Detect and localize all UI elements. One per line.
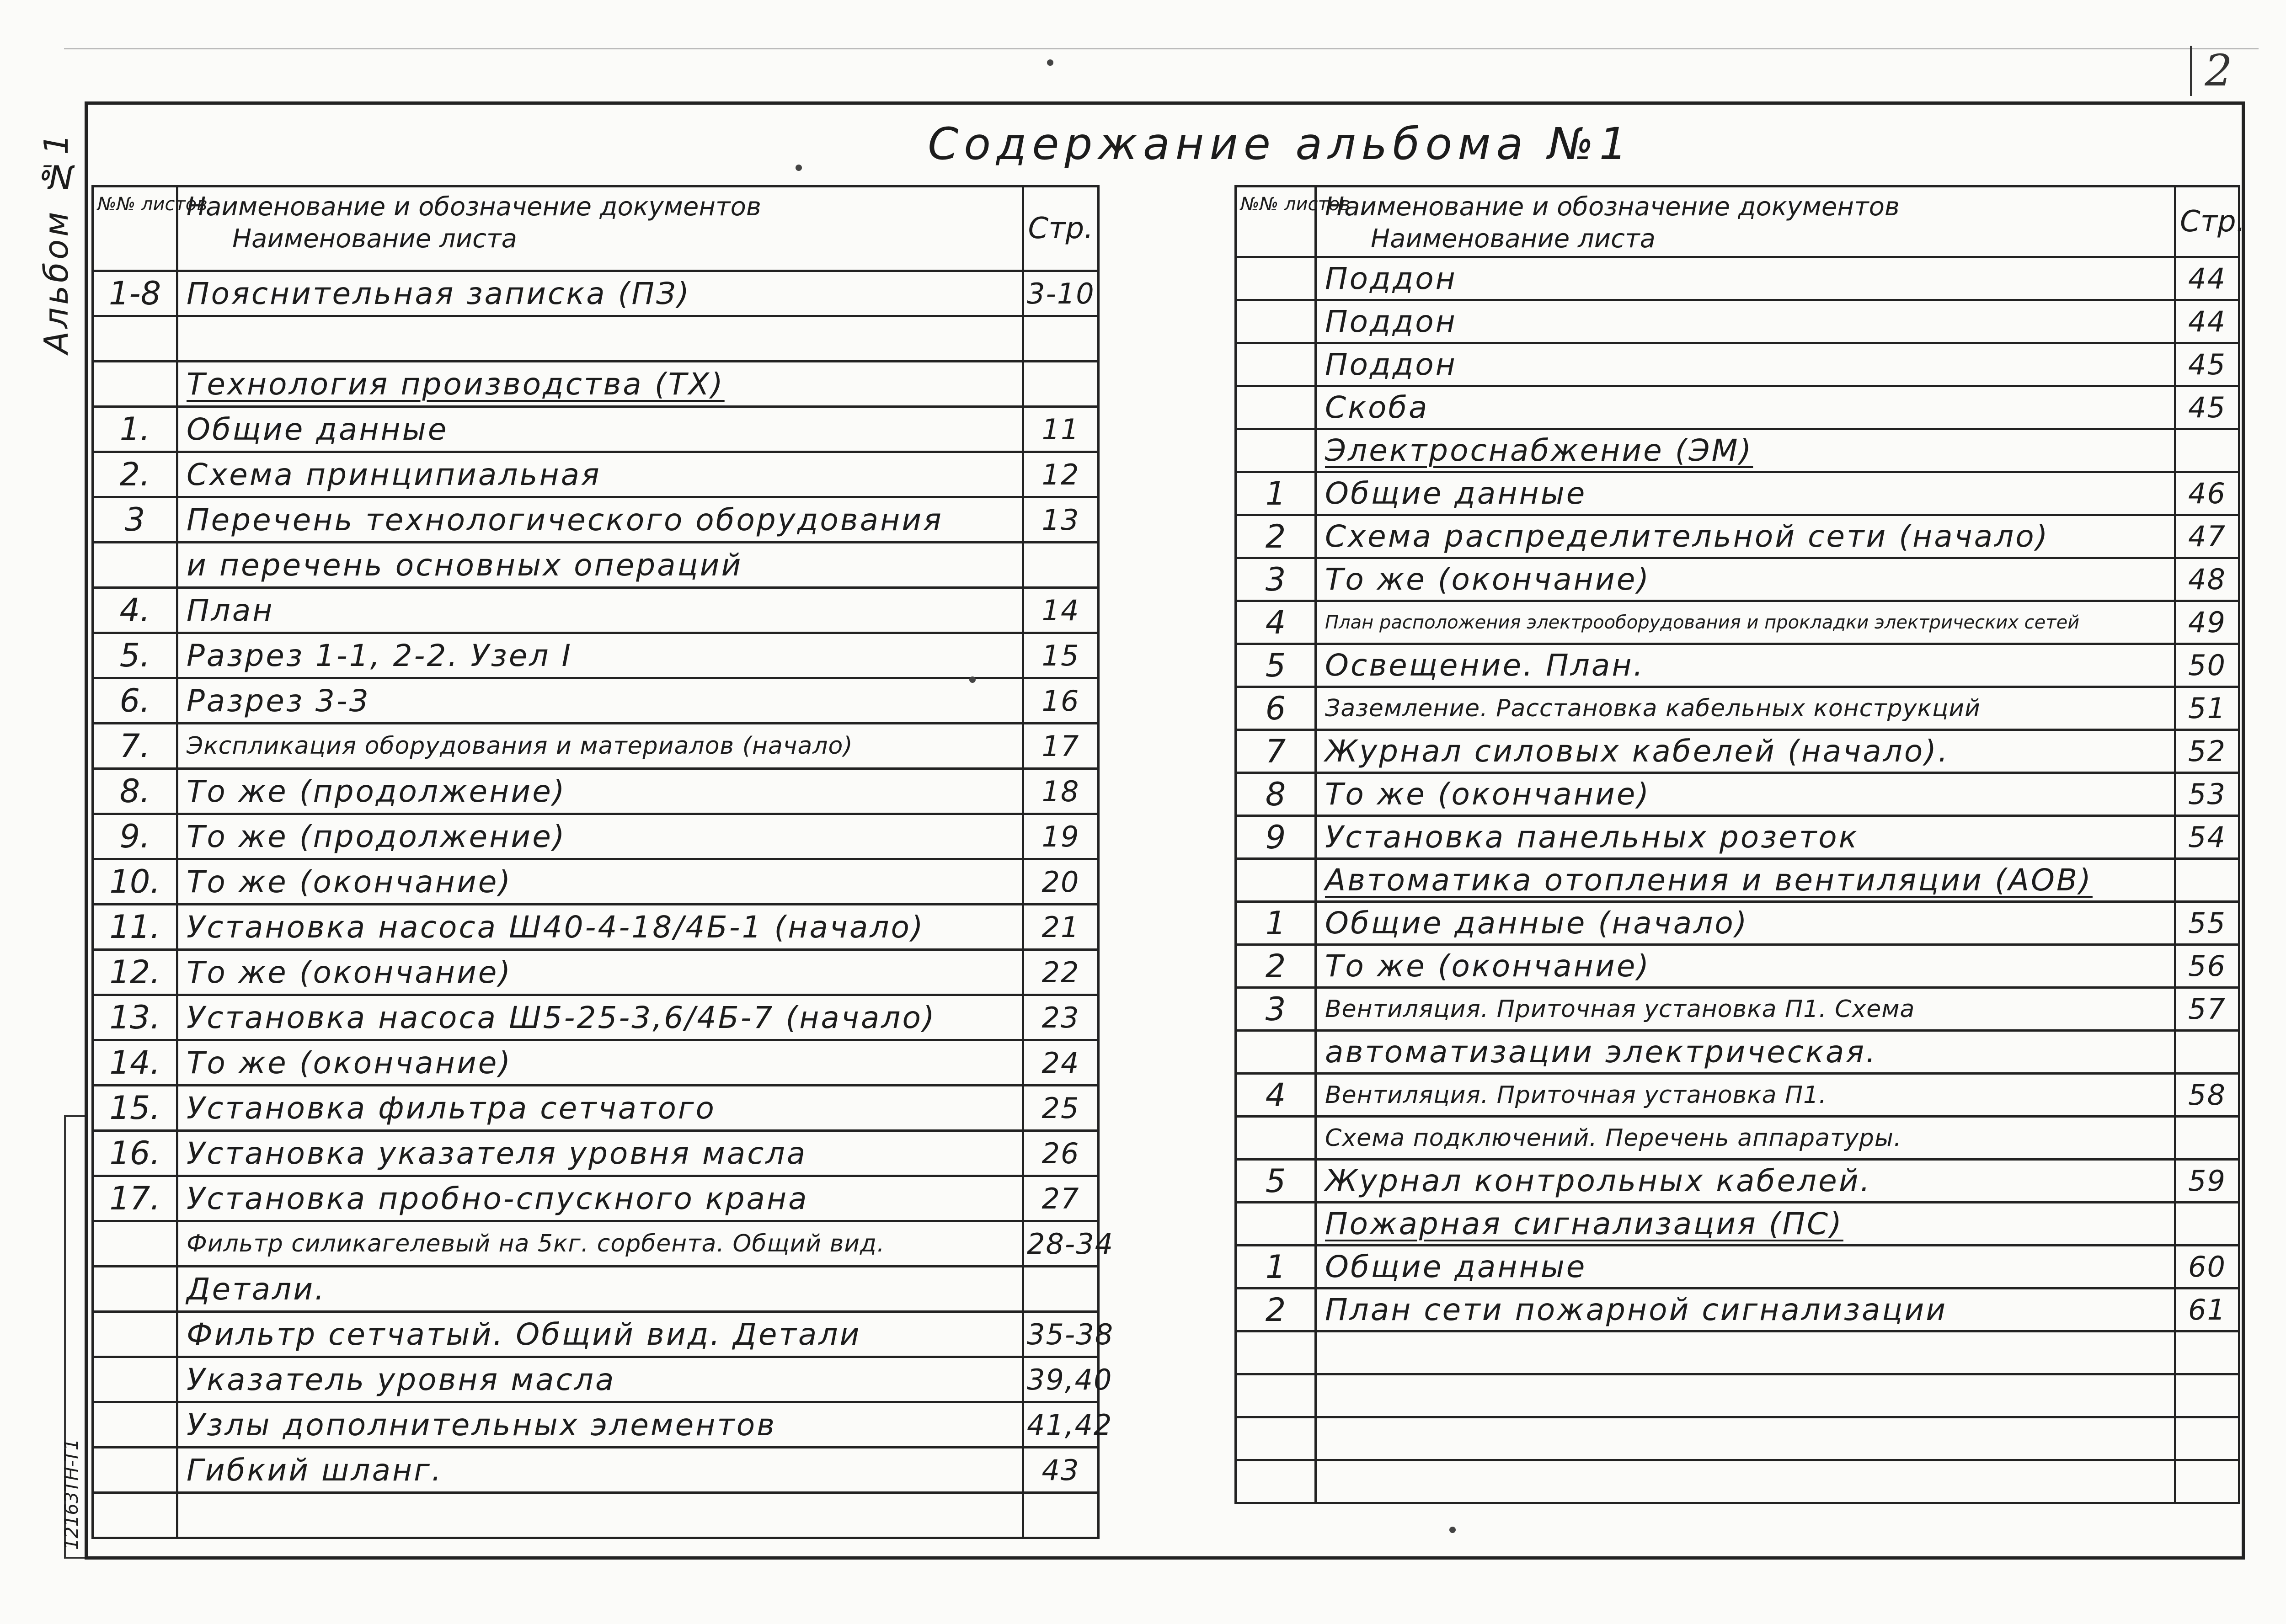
table-row [1236, 257, 2239, 300]
table-row [93, 814, 1099, 859]
page-cell: 54 [2175, 816, 2239, 859]
page-cell [1023, 362, 1099, 407]
sheet-name-cell: Установка пробно-спускного крана [177, 1176, 1023, 1221]
table-row [93, 1493, 1099, 1538]
sheet-number-cell: 9 [1236, 816, 1316, 859]
table-row [1236, 1374, 2239, 1417]
sheet-name-cell: Узлы дополнительных элементов [177, 1402, 1023, 1448]
sheet-number-cell: 6. [93, 678, 177, 724]
page-cell [2175, 1417, 2239, 1460]
sheet-name-cell: Схема принципиальная [177, 452, 1023, 497]
sheet-number-cell: 7. [93, 724, 177, 769]
table-row [93, 1086, 1099, 1131]
table-row [93, 588, 1099, 633]
table-row [93, 1357, 1099, 1402]
sheet-name-cell [1316, 1460, 2175, 1503]
table-row [93, 1221, 1099, 1267]
table-row [93, 1040, 1099, 1086]
sheet-name-cell: Разрез 1-1, 2-2. Узел I [177, 633, 1023, 678]
sheet-number-cell [1236, 300, 1316, 343]
page-cell: 21 [1023, 905, 1099, 950]
sheet-number-cell [1236, 1117, 1316, 1160]
col-header-number: №№ листов [93, 186, 177, 271]
sheet-name-cell: План расположения электрооборудования и прокладки электрических сетей [1316, 601, 2175, 644]
col-header-name-line1: Наименование и обозначение документов [187, 192, 761, 222]
sheet-name-cell: Схема подключений. Перечень аппаратуры. [1316, 1117, 2175, 1160]
table-row [1236, 601, 2239, 644]
table-row [1236, 945, 2239, 988]
sheet-name-cell: Гибкий шланг. [177, 1448, 1023, 1493]
sheet-number-cell [93, 362, 177, 407]
table-row [93, 271, 1099, 316]
table-row [93, 1402, 1099, 1448]
sheet-number-cell: 1-8 [93, 271, 177, 316]
table-row [93, 1176, 1099, 1221]
sheet-number-cell: 5. [93, 633, 177, 678]
sheet-name-cell: Электроснабжение (ЭМ) [1316, 429, 2175, 472]
table-row [93, 678, 1099, 724]
sheet-number-cell [1236, 1417, 1316, 1460]
sheet-number-cell [93, 1493, 177, 1538]
table-row [1236, 1289, 2239, 1331]
sheet-name-cell: Вентиляция. Приточная установка П1. Схема [1316, 988, 2175, 1031]
page-cell: 22 [1023, 950, 1099, 995]
toc-table-right [1234, 185, 2245, 1504]
sheet-number-cell: 9. [93, 814, 177, 859]
table-row [1236, 773, 2239, 816]
sheet-number-cell: 2 [1236, 515, 1316, 558]
col-header-name-line2: Наименование листа [232, 224, 517, 254]
scan-speck [969, 676, 976, 683]
page-cell: 45 [2175, 343, 2239, 386]
sheet-name-cell: Поддон [1316, 343, 2175, 386]
sheet-number-cell: 3 [93, 497, 177, 543]
album-side-label: Альбом №1 [37, 131, 75, 354]
side-code-box [61, 1115, 85, 1559]
table-row [1236, 730, 2239, 773]
page-cell: 16 [1023, 678, 1099, 724]
sheet-name-cell [1316, 1331, 2175, 1374]
col-header-number: №№ листов [1236, 186, 1316, 257]
table-row [1236, 1031, 2239, 1074]
page-cell: 41,42 [1023, 1402, 1099, 1448]
table-row [93, 452, 1099, 497]
sheet-name-cell: Пояснительная записка (ПЗ) [177, 271, 1023, 316]
sheet-number-cell [1236, 429, 1316, 472]
sheet-name-cell: Поддон [1316, 257, 2175, 300]
sheet-name-cell [1316, 1417, 2175, 1460]
sheet-name-cell: Общие данные [177, 407, 1023, 452]
page-cell: 17 [1023, 724, 1099, 769]
sheet-number-cell: 16. [93, 1131, 177, 1176]
page-cell [2175, 1374, 2239, 1417]
sheet-name-cell: То же (окончание) [1316, 773, 2175, 816]
table-row [1236, 687, 2239, 730]
table-row [1236, 386, 2239, 429]
page-cell: 25 [1023, 1086, 1099, 1131]
sheet-number-cell: 14. [93, 1040, 177, 1086]
scan-speck [796, 165, 802, 171]
sheet-number-cell: 15. [93, 1086, 177, 1131]
sheet-number-cell [1236, 343, 1316, 386]
page-cell [2175, 1460, 2239, 1503]
table-row [93, 362, 1099, 407]
sheet-number-cell: 7 [1236, 730, 1316, 773]
sheet-number-cell: 1 [1236, 1246, 1316, 1289]
sheet-name-cell: Установка панельных розеток [1316, 816, 2175, 859]
sheet-number-cell: 3 [1236, 558, 1316, 601]
sheet-number-cell [1236, 257, 1316, 300]
sheet-name-cell: План сети пожарной сигнализации [1316, 1289, 2175, 1331]
sheet-number-cell [93, 1402, 177, 1448]
sheet-name-cell [177, 316, 1023, 362]
sheet-number-cell [93, 1448, 177, 1493]
sheet-name-cell: То же (окончание) [177, 1040, 1023, 1086]
sheet-name-cell: Вентиляция. Приточная установка П1. [1316, 1074, 2175, 1117]
sheet-name-cell: Установка насоса Ш40-4-18/4Б-1 (начало) [177, 905, 1023, 950]
page-cell: 59 [2175, 1160, 2239, 1203]
table-row [93, 543, 1099, 588]
sheet-name-cell: Фильтр силикагелевый на 5кг. сорбента. Общий вид. [177, 1221, 1023, 1267]
sheet-number-cell [93, 1357, 177, 1402]
sheet-name-cell: Журнал контрольных кабелей. [1316, 1160, 2175, 1203]
sheet-name-cell: Установка насоса Ш5-25-3,6/4Б-7 (начало) [177, 995, 1023, 1040]
table-row [93, 995, 1099, 1040]
table-row [1236, 988, 2239, 1031]
sheet-name-cell: То же (окончание) [1316, 945, 2175, 988]
sheet-number-cell [93, 1221, 177, 1267]
sheet-number-cell [1236, 859, 1316, 902]
page-cell: 24 [1023, 1040, 1099, 1086]
page-cell: 52 [2175, 730, 2239, 773]
sheet-name-cell: Установка указателя уровня масла [177, 1131, 1023, 1176]
sheet-name-cell: Технология производства (ТХ) [177, 362, 1023, 407]
sheet-number-cell [93, 1267, 177, 1312]
page-cell: 18 [1023, 769, 1099, 814]
sheet-number-cell: 8 [1236, 773, 1316, 816]
sheet-name-cell: То же (окончание) [177, 950, 1023, 995]
sheet-number-cell: 5 [1236, 644, 1316, 687]
sheet-number-cell: 6 [1236, 687, 1316, 730]
sheet-number-cell [93, 316, 177, 362]
page-cell: 35-38 [1023, 1312, 1099, 1357]
table-row [1236, 1331, 2239, 1374]
page-cell: 26 [1023, 1131, 1099, 1176]
sheet-number-cell: 5 [1236, 1160, 1316, 1203]
page-cell [2175, 429, 2239, 472]
col-header-name [177, 186, 1023, 271]
sheet-number-cell [1236, 1374, 1316, 1417]
sheet-name-cell: Заземление. Расстановка кабельных конструкций [1316, 687, 2175, 730]
sheet-number-cell: 1. [93, 407, 177, 452]
sheet-name-cell: Установка фильтра сетчатого [177, 1086, 1023, 1131]
table-row [93, 407, 1099, 452]
sheet-number-cell: 2 [1236, 1289, 1316, 1331]
sheet-number-cell: 1 [1236, 472, 1316, 515]
table-row [93, 724, 1099, 769]
page-cell [1023, 1493, 1099, 1538]
sheet-number-cell: 4 [1236, 601, 1316, 644]
sheet-number-cell [93, 543, 177, 588]
page-cell [2175, 1203, 2239, 1246]
page-cell: 14 [1023, 588, 1099, 633]
page-cell: 50 [2175, 644, 2239, 687]
page-cell: 49 [2175, 601, 2239, 644]
page-cell: 43 [1023, 1448, 1099, 1493]
table-row [93, 1448, 1099, 1493]
sheet-number-cell: 4. [93, 588, 177, 633]
table-row [1236, 644, 2239, 687]
sheet-name-cell: Общие данные (начало) [1316, 902, 2175, 945]
table-row [93, 905, 1099, 950]
table-row [93, 316, 1099, 362]
table-header-row [1236, 186, 2239, 257]
col-header-name [1316, 186, 2175, 257]
page-title: Содержание альбома №1 [928, 118, 1633, 170]
page-cell: 60 [2175, 1246, 2239, 1289]
sheet-name-cell: Поддон [1316, 300, 2175, 343]
sheet-number-cell: 17. [93, 1176, 177, 1221]
page-cell: 56 [2175, 945, 2239, 988]
sheet-number: 2 [2190, 46, 2245, 96]
sheet-name-cell [1316, 1374, 2175, 1417]
page-cell [2175, 1031, 2239, 1074]
page-cell: 27 [1023, 1176, 1099, 1221]
page-cell: 51 [2175, 687, 2239, 730]
sheet-name-cell: Схема распределительной сети (начало) [1316, 515, 2175, 558]
sheet-number-cell [1236, 1331, 1316, 1374]
page-cell: 3-10 [1023, 271, 1099, 316]
sheet-number-cell [1236, 1460, 1316, 1503]
sheet-name-cell: Журнал силовых кабелей (начало). [1316, 730, 2175, 773]
page-cell: 53 [2175, 773, 2239, 816]
page-cell: 47 [2175, 515, 2239, 558]
page-cell: 23 [1023, 995, 1099, 1040]
col-header-page: Стр. [2175, 186, 2239, 257]
table-row [1236, 1117, 2239, 1160]
table-row [1236, 429, 2239, 472]
sheet-name-cell: Общие данные [1316, 472, 2175, 515]
page-cell: 58 [2175, 1074, 2239, 1117]
sheet-name-cell: Экспликация оборудования и материалов (начало) [177, 724, 1023, 769]
sheet-number-cell [1236, 386, 1316, 429]
sheet-name-cell: Автоматика отопления и вентиляции (АОВ) [1316, 859, 2175, 902]
sheet-name-cell [177, 1493, 1023, 1538]
sheet-name-cell: Указатель уровня масла [177, 1357, 1023, 1402]
table-row [93, 1312, 1099, 1357]
page-cell: 20 [1023, 859, 1099, 905]
page-cell: 55 [2175, 902, 2239, 945]
table-row [1236, 1203, 2239, 1246]
side-code: 12163TH-T1 [61, 1438, 82, 1550]
table-row [93, 859, 1099, 905]
table-row [1236, 1160, 2239, 1203]
sheet-name-cell: То же (окончание) [177, 859, 1023, 905]
page-cell: 19 [1023, 814, 1099, 859]
page-cell [1023, 316, 1099, 362]
sheet-number-cell [1236, 1031, 1316, 1074]
sheet-number-cell: 2. [93, 452, 177, 497]
toc-table-left [91, 185, 1114, 1539]
table-row [1236, 343, 2239, 386]
page-cell: 45 [2175, 386, 2239, 429]
sheet-name-cell: Разрез 3-3 [177, 678, 1023, 724]
sheet-number-cell: 4 [1236, 1074, 1316, 1117]
table-row [93, 633, 1099, 678]
top-border-line [64, 48, 2259, 49]
page-cell: 44 [2175, 300, 2239, 343]
sheet-number-cell: 2 [1236, 945, 1316, 988]
sheet-name-cell: Освещение. План. [1316, 644, 2175, 687]
page-cell [2175, 1331, 2239, 1374]
page-cell: 28-34 [1023, 1221, 1099, 1267]
sheet-number-cell: 10. [93, 859, 177, 905]
page-cell: 15 [1023, 633, 1099, 678]
sheet-name-cell: Общие данные [1316, 1246, 2175, 1289]
table-row [1236, 515, 2239, 558]
sheet-name-cell: Скоба [1316, 386, 2175, 429]
sheet-name-cell: План [177, 588, 1023, 633]
col-header-name-line1: Наименование и обозначение документов [1325, 192, 1900, 222]
page-cell: 39,40 [1023, 1357, 1099, 1402]
table-row [93, 497, 1099, 543]
page-cell: 48 [2175, 558, 2239, 601]
table-row [1236, 300, 2239, 343]
page-cell: 44 [2175, 257, 2239, 300]
sheet-name-cell: То же (продолжение) [177, 769, 1023, 814]
sheet-number-cell: 1 [1236, 902, 1316, 945]
table-row [1236, 1246, 2239, 1289]
page-cell: 12 [1023, 452, 1099, 497]
page-cell: 46 [2175, 472, 2239, 515]
table-row [1236, 902, 2239, 945]
sheet-number-cell [93, 1312, 177, 1357]
table-row [1236, 859, 2239, 902]
sheet-name-cell: Пожарная сигнализация (ПС) [1316, 1203, 2175, 1246]
sheet-name-cell: автоматизации электрическая. [1316, 1031, 2175, 1074]
sheet-number-cell: 12. [93, 950, 177, 995]
sheet-name-cell: Перечень технологического оборудования [177, 497, 1023, 543]
sheet-name-cell: Фильтр сетчатый. Общий вид. Детали [177, 1312, 1023, 1357]
scan-speck [1047, 59, 1053, 66]
table-row [1236, 472, 2239, 515]
page-cell [1023, 1267, 1099, 1312]
page-cell: 13 [1023, 497, 1099, 543]
page-cell [2175, 859, 2239, 902]
page-cell [2175, 1117, 2239, 1160]
sheet-number-cell [1236, 1203, 1316, 1246]
sheet-name-cell: То же (окончание) [1316, 558, 2175, 601]
sheet-number-cell: 3 [1236, 988, 1316, 1031]
sheet-number-cell: 8. [93, 769, 177, 814]
sheet-name-cell: и перечень основных операций [177, 543, 1023, 588]
col-header-page: Стр. [1023, 186, 1099, 271]
sheet-number-cell: 11. [93, 905, 177, 950]
table-row [1236, 816, 2239, 859]
sheet-name-cell: Детали. [177, 1267, 1023, 1312]
table-row [93, 1267, 1099, 1312]
table-row [93, 1131, 1099, 1176]
table-header-row [93, 186, 1099, 271]
col-header-name-line2: Наименование листа [1371, 224, 1656, 254]
table-row [93, 769, 1099, 814]
page-cell: 11 [1023, 407, 1099, 452]
page-cell [1023, 543, 1099, 588]
table-row [93, 950, 1099, 995]
page-cell: 57 [2175, 988, 2239, 1031]
table-row [1236, 1074, 2239, 1117]
table-row [1236, 558, 2239, 601]
table-row [1236, 1460, 2239, 1503]
table-row [1236, 1417, 2239, 1460]
page-cell: 61 [2175, 1289, 2239, 1331]
scan-speck [1449, 1527, 1456, 1533]
sheet-name-cell: То же (продолжение) [177, 814, 1023, 859]
sheet-number-cell: 13. [93, 995, 177, 1040]
